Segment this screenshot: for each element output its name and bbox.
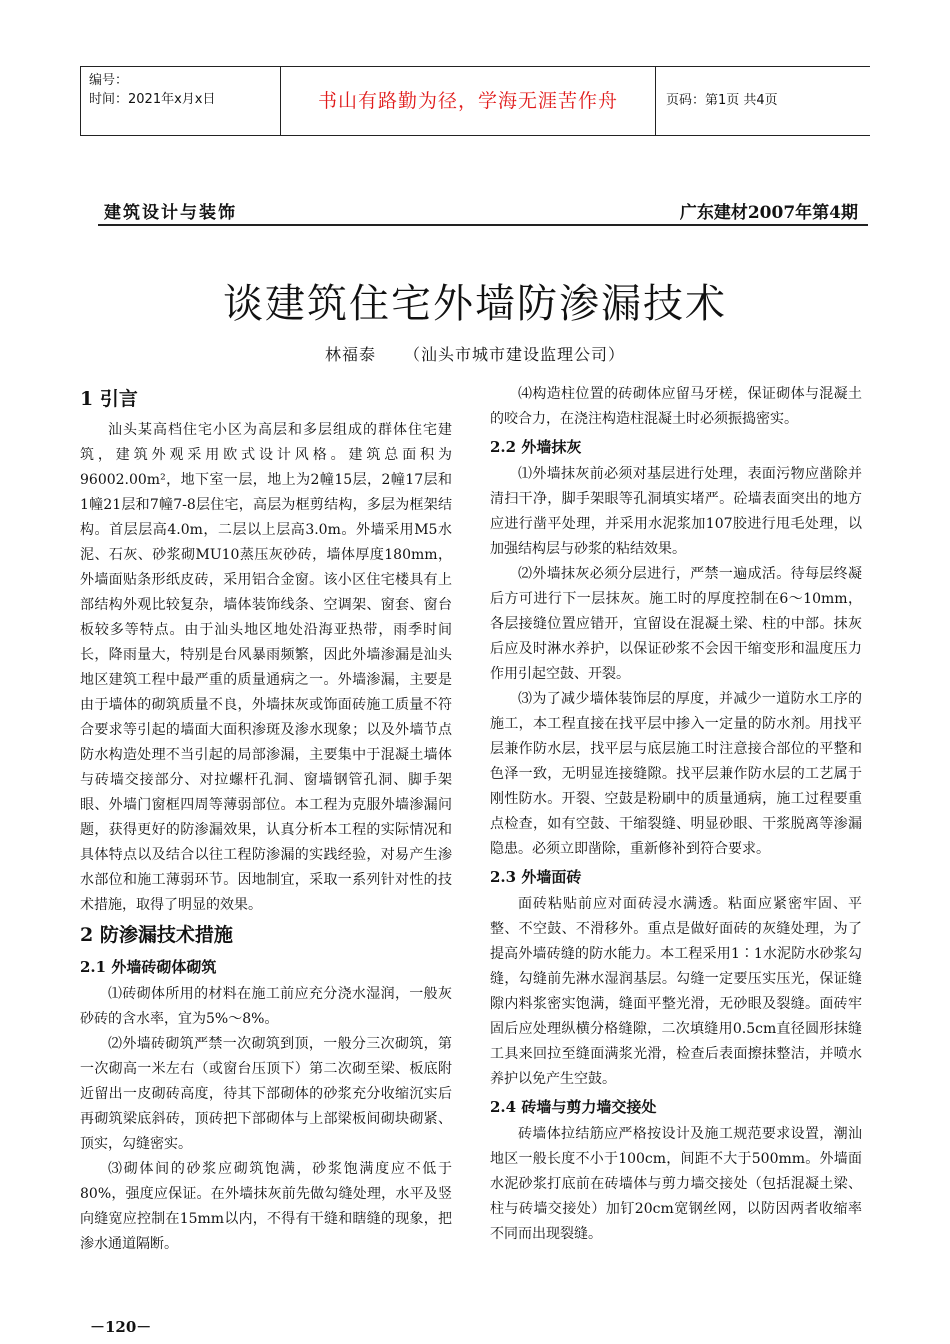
left-column xyxy=(80,382,452,1257)
subsection-heading-shear-wall-junction: 2.4 砖墙与剪力墙交接处 xyxy=(490,1098,657,1116)
page-number: －120－ xyxy=(90,1318,152,1336)
right-column xyxy=(490,382,862,1247)
author-line xyxy=(0,342,950,365)
paragraph: ⑶为了减少墙体装饰层的厚度，并减少一道防水工序的施工，本工程直接在找平层中掺入一定量的防水剂。用找平层兼作防水层，找平层与底层施工时注意接合部位的平整和色泽一致，无明显连接缝隙。找平层兼作防水层的工艺属于刚性防水。开裂、空鼓是粉刷中的质量通病，施工过程要重点检查，如有空鼓、干缩裂缝、明显砂眼、干浆脱离等渗漏隐患。必须立即凿除，重新修补到符合要求。 xyxy=(490,691,862,857)
subsection-heading-facing-tiles: 2.3 外墙面砖 xyxy=(490,868,582,886)
document-header xyxy=(80,66,870,136)
section-heading-introduction: 1 引言 xyxy=(80,388,138,410)
time-label: 时间：2021年x月x日 xyxy=(89,92,216,107)
header-meta xyxy=(81,67,281,135)
section-heading-measures: 2 防渗漏技术措施 xyxy=(80,924,233,946)
paragraph: ⑵外墙抹灰必须分层进行，严禁一遍成活。待每层终凝后方可进行下一层抹灰。施工时的厚度控制在6～10mm，各层接缝位置应错开，宜留设在混凝土梁、柱的中部。抹灰后应及时淋水养护，以保证砂浆不会因干缩变形和温度压力作用引起空鼓、开裂。 xyxy=(490,566,862,682)
paragraph: ⑴砖砌体所用的材料在施工前应充分浇水湿润，一般灰砂砖的含水率，宜为5%～8%。 xyxy=(80,986,452,1027)
paragraph: ⑷构造柱位置的砖砌体应留马牙槎，保证砌体与混凝土的咬合力，在浇注构造柱混凝土时必须振捣密实。 xyxy=(490,386,862,427)
paragraph: ⑵外墙砖砌筑严禁一次砌筑到顶，一般分三次砌筑，第一次砌高一米左右（或窗台压顶下）第二次砌至梁、板底附近留出一皮砌砖高度，待其下部砌体的砂浆充分收缩沉实后再砌筑梁底斜砖，顶砖把下部砌体与上部梁板间砌块砌紧、顶实，勾缝密实。 xyxy=(80,1036,452,1152)
paragraph: ⑴外墙抹灰前必须对基层进行处理，表面污物应凿除并清扫干净，脚手架眼等孔洞填实堵严。砼墙表面突出的地方应进行凿平处理，并采用水泥浆加107胶进行甩毛处理，以加强结构层与砂浆的粘结效果。 xyxy=(490,466,862,557)
running-head-left: 建筑设计与装饰 xyxy=(104,203,237,223)
motto: 书山有路勤为径，学海无涯苦作舟 xyxy=(281,67,656,135)
author-affiliation: （汕头市城市建设监理公司） xyxy=(404,345,626,364)
subsection-heading-masonry: 2.1 外墙砖砌体砌筑 xyxy=(80,958,217,976)
number-label: 编号： xyxy=(89,73,129,88)
subsection-heading-plastering: 2.2 外墙抹灰 xyxy=(490,438,582,456)
paragraph: 面砖粘贴前应对面砖浸水满透。粘面应紧密牢固、平整、不空鼓、不滑移外。重点是做好面砖的灰缝处理，为了提高外墙砖缝的防水能力。本工程采用1∶1水泥防水砂浆勾缝，勾缝前先淋水湿润基层。勾缝一定要压实压光，保证缝隙内料浆密实饱满，缝面平整光滑，无砂眼及裂缝。面砖牢固后应处理纵横分格缝隙，二次填缝用0.5cm直径圆形抹缝工具来回拉至缝面满浆光滑，检查后表面擦抹整洁，并喷水养护以免产生空鼓。 xyxy=(490,896,862,1087)
paragraph: ⑶砌体间的砂浆应砌筑饱满，砂浆饱满度应不低于80%，强度应保证。在外墙抹灰前先做勾缝处理，水平及竖向缝宽应控制在15mm以内，不得有干缝和瞎缝的现象，把渗水通道隔断。 xyxy=(80,1161,452,1252)
running-head-right: 广东建材2007年第4期 xyxy=(679,203,858,223)
paragraph: 砖墙体拉结筋应严格按设计及施工规范要求设置，潮汕地区一般长度不小于100cm，间距不大于500mm。外墙面水泥砂浆打底前在砖墙体与剪力墙交接处（包括混凝土梁、柱与砖墙交接处）加钉20cm宽钢丝网，以防因两者收缩率不同而出现裂缝。 xyxy=(490,1126,862,1242)
paragraph: 汕头某高档住宅小区为高层和多层组成的群体住宅建筑，建筑外观采用欧式设计风格。建筑总面积为96002.00m²，地下室一层，地上为2幢15层，2幢17层和1幢21层和7幢7-8层住宅，高层为框剪结构，多层为框架结构。首层层高4.0m，二层以上层高3.0m。外墙采用M5水泥、石灰、砂浆砌MU10蒸压灰砂砖，墙体厚度180mm，外墙面贴条形纸皮砖，采用铝合金窗。该小区住宅楼具有上部结构外观比较复杂，墙体装饰线条、空调架、窗套、窗台板较多等特点。由于汕头地区地处沿海亚热带，雨季时间长，降雨量大，特别是台风暴雨频繁，因此外墙渗漏是汕头地区建筑工程中最严重的质量通病之一。外墙渗漏，主要是由于墙体的砌筑质量不良，外墙抹灰或饰面砖施工质量不符合要求等引起的墙面大面积渗斑及渗水现象；以及外墙节点防水构造处理不当引起的局部渗漏，主要集中于混凝土墙体与砖墙交接部分、对拉螺杆孔洞、窗墙钢管孔洞、脚手架眼、外墙门窗框四周等薄弱部位。本工程为克服外墙渗漏问题，获得更好的防渗漏效果，认真分析本工程的实际情况和具体特点以及结合以往工程防渗漏的实践经验，对易产生渗水部位和施工薄弱环节。因地制宜，采取一系列针对性的技术措施，取得了明显的效果。 xyxy=(80,422,452,913)
page-label: 页码：第1页 共4页 xyxy=(666,93,778,108)
article-title: 谈建筑住宅外墙防渗漏技术 xyxy=(223,281,727,327)
running-head-rule xyxy=(98,224,868,226)
author-name: 林福泰 xyxy=(324,345,376,364)
